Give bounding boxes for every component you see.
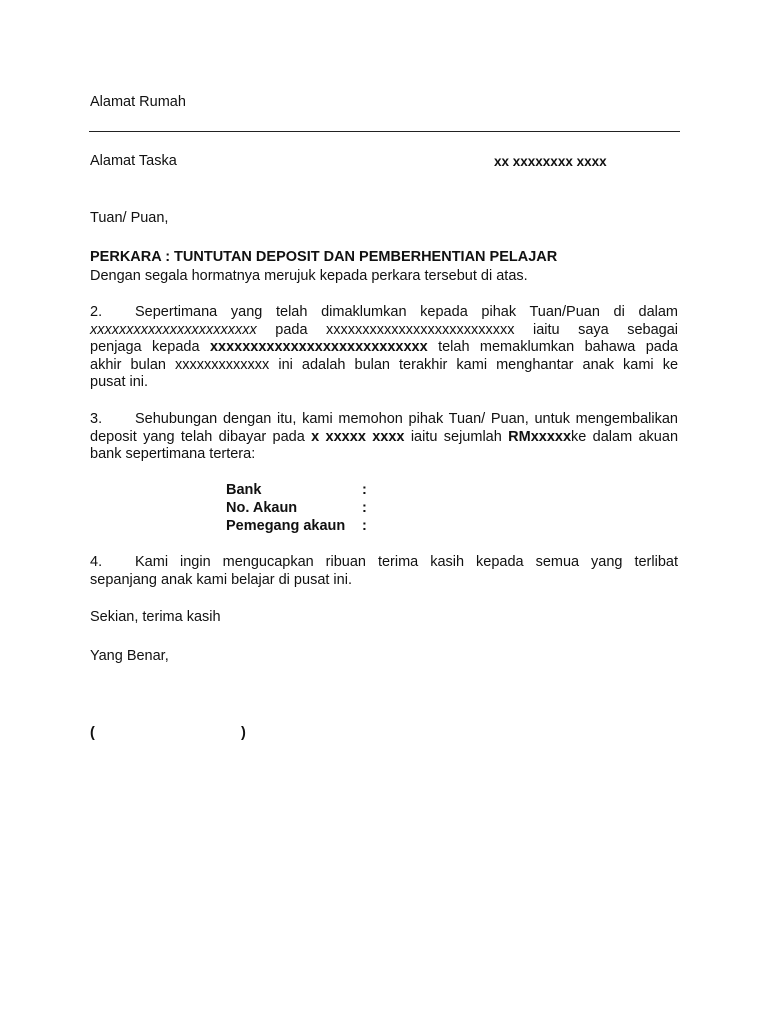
signature-open-bracket: (	[90, 725, 95, 741]
bank-row: Bank :	[226, 482, 367, 498]
salutation: Tuan/ Puan,	[90, 210, 169, 226]
taska-address: Alamat Taska	[90, 153, 177, 169]
paragraph-2: 2. Sepertimana yang telah dimaklumkan kepada pihak Tuan/Puan di dalam xxxxxxxxxxxxxxxxxxxxxxx pada xxxxxxxxxxxxxxxxxxxxxxxxxx iaitu saya sebagai penjaga kepada xxxxxxxxxxxxxxxxxxxxxxxxxxx telah memaklumkan bahawa pada akhir bulan xxxxxxxxxxxxx ini adalah bulan terakhir kami menghantar anak kami ke pusat ini.	[90, 304, 679, 390]
signature-close-bracket: )	[241, 725, 246, 741]
intro-line: Dengan segala hormatnya merujuk kepada perkara tersebut di atas.	[90, 268, 528, 284]
header-divider	[89, 131, 680, 132]
home-address: Alamat Rumah	[90, 94, 186, 110]
para2-number: 2.	[90, 304, 103, 320]
paragraph-3: 3. Sehubungan dengan itu, kami memohon pihak Tuan/ Puan, untuk mengembalikan deposit yang telah dibayar pada x xxxxx xxxx iaitu sejumlah RMxxxxxke dalam akuan bank sepertimana tertera:	[90, 411, 679, 462]
letter-date: xx xxxxxxxx xxxx	[494, 154, 607, 169]
para3-number: 3.	[90, 411, 103, 427]
account-number-row: No. Akaun :	[226, 500, 367, 516]
sign-off: Yang Benar,	[90, 648, 169, 664]
para4-number: 4.	[90, 554, 103, 570]
paragraph-4: 4. Kami ingin mengucapkan ribuan terima kasih kepada semua yang terlibat sepanjang anak kami belajar di pusat ini.	[90, 554, 678, 588]
account-holder-row: Pemegang akaun :	[226, 518, 367, 534]
closing-line: Sekian, terima kasih	[90, 609, 221, 625]
subject-line: PERKARA : TUNTUTAN DEPOSIT DAN PEMBERHENTIAN PELAJAR	[90, 249, 558, 265]
